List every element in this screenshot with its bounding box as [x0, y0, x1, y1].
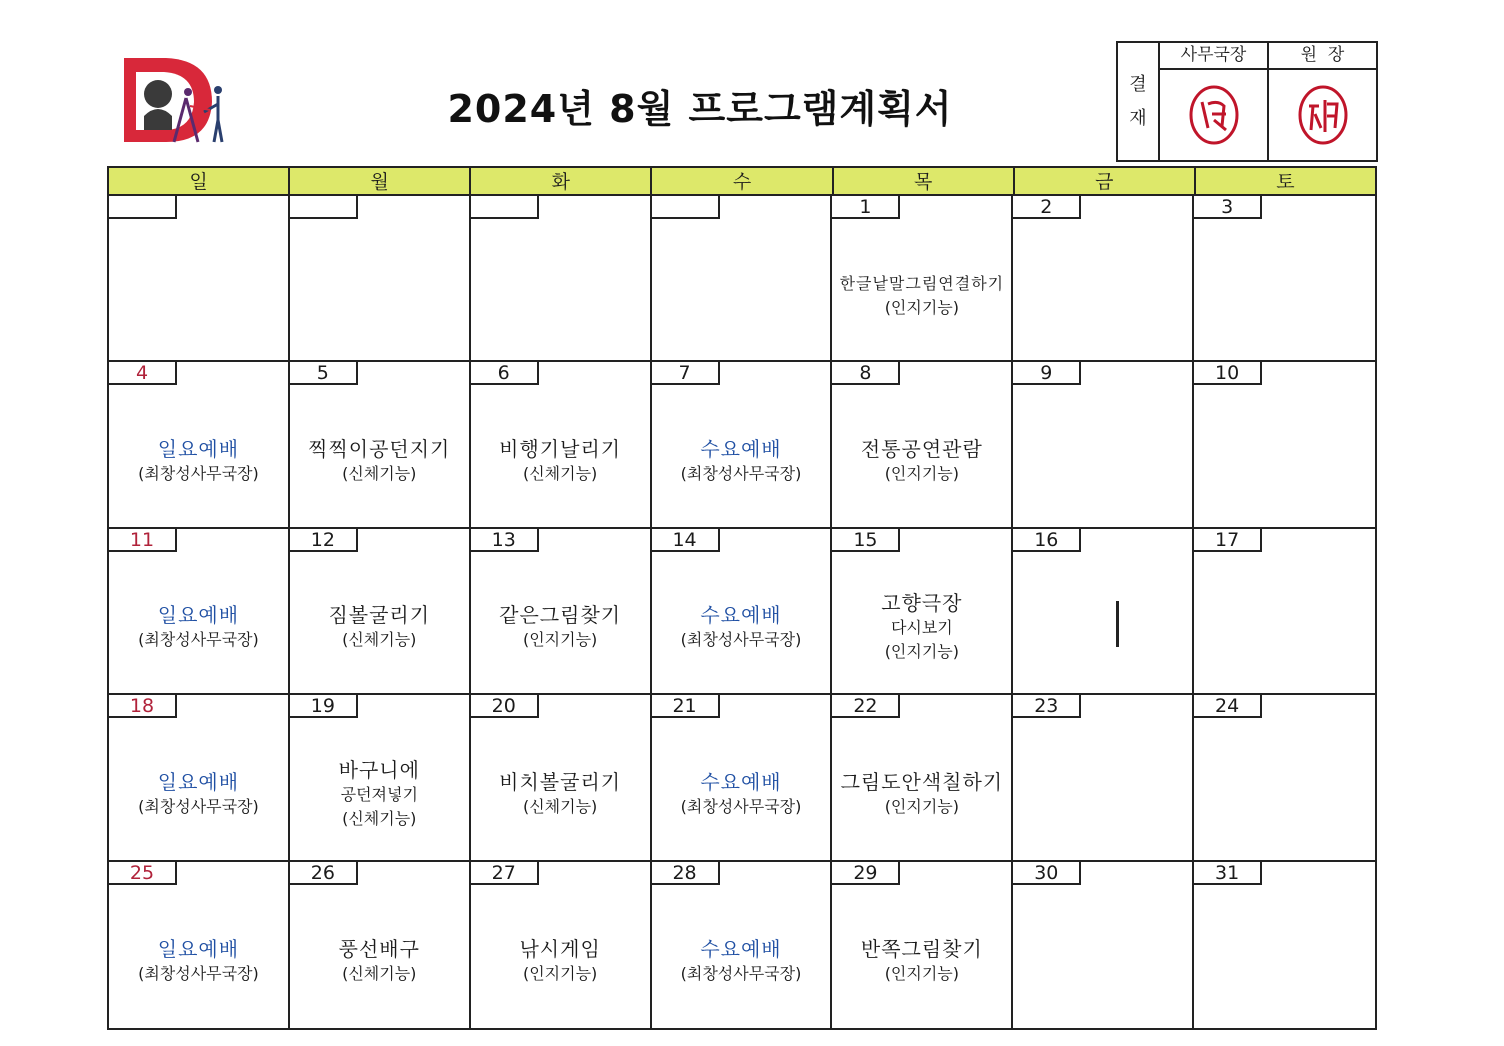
date-number: 25: [109, 862, 177, 885]
program-detail: (신체기능): [522, 796, 598, 816]
calendar-day-cell: [1013, 862, 1194, 1028]
program-entry: [652, 569, 831, 687]
program-name: 반쪽그림찾기: [860, 937, 983, 962]
program-entry: [652, 735, 831, 853]
date-number: 21: [652, 695, 720, 718]
calendar-day-cell: [652, 862, 833, 1028]
calendar-day-cell: [290, 529, 471, 695]
program-detail: 공던져넣기: [340, 784, 418, 804]
calendar-day-cell: [1013, 695, 1194, 861]
calendar-day-cell: [109, 862, 290, 1028]
approval-label-1: 결: [1129, 73, 1147, 95]
program-entry: [471, 735, 650, 853]
program-entry: [652, 402, 831, 520]
date-number: 23: [1013, 695, 1081, 718]
date-number: 22: [832, 695, 900, 718]
date-number: 28: [652, 862, 720, 885]
date-number: 18: [109, 695, 177, 718]
calendar-day-cell: [1194, 862, 1375, 1028]
monthly-calendar: [107, 166, 1377, 1030]
date-number: 29: [832, 862, 900, 885]
date-number: 26: [290, 862, 358, 885]
stamp-area-director: [1269, 70, 1376, 160]
calendar-day-cell: [109, 529, 290, 695]
weekday-wednesday: 수: [652, 168, 833, 196]
program-entry: [109, 735, 288, 853]
program-detail: (신체기능): [342, 630, 417, 650]
program-detail: (인지기능): [884, 297, 959, 317]
program-name: 짐볼굴리기: [328, 603, 431, 628]
seal-stamp-icon: [1297, 84, 1349, 146]
program-name: 비치볼굴리기: [499, 769, 622, 794]
date-number: 2: [1013, 196, 1081, 219]
date-number: 31: [1194, 862, 1262, 885]
date-number: 13: [471, 529, 539, 552]
date-number: 3: [1194, 196, 1262, 219]
date-number: 16: [1013, 529, 1081, 552]
weekday-monday: 월: [290, 168, 471, 196]
calendar-day-cell: [471, 529, 652, 695]
program-detail: (최창성사무국장): [138, 964, 259, 984]
calendar-day-cell: [832, 362, 1013, 528]
program-entry: [109, 569, 288, 687]
date-number: 20: [471, 695, 539, 718]
calendar-day-cell: [1013, 529, 1194, 695]
program-entry: [832, 735, 1011, 853]
calendar-day-cell: [290, 196, 471, 362]
weekday-sunday: 일: [109, 168, 290, 196]
calendar-day-cell: [471, 695, 652, 861]
program-entry: [290, 569, 469, 687]
program-detail: (인지기능): [522, 964, 598, 984]
date-number: 15: [832, 529, 900, 552]
date-number: 24: [1194, 695, 1262, 718]
calendar-day-cell: [1194, 196, 1375, 362]
approval-side-label: [1118, 43, 1160, 160]
calendar-day-cell: [1194, 529, 1375, 695]
approval-role-secretary: 사무국장: [1160, 43, 1267, 70]
calendar-day-cell: [109, 196, 290, 362]
weekday-header: [109, 168, 1375, 196]
calendar-day-cell: [832, 695, 1013, 861]
calendar-day-cell: [1194, 695, 1375, 861]
date-number: 1: [832, 196, 900, 219]
program-name: 풍선배구: [338, 937, 420, 962]
program-detail: (신체기능): [522, 464, 598, 484]
stamp-area-secretary: [1160, 70, 1267, 160]
calendar-day-cell: [832, 862, 1013, 1028]
program-entry: [290, 735, 469, 853]
program-detail: (최창성사무국장): [138, 630, 259, 650]
date-number: [109, 196, 177, 219]
program-name: 전통공연관람: [860, 437, 983, 462]
date-number: 7: [652, 362, 720, 385]
approval-role-director: 원 장: [1269, 43, 1376, 70]
date-number: [471, 196, 539, 219]
program-detail: (인지기능): [884, 796, 959, 816]
page-title: 2024년 8월 프로그램계획서: [447, 87, 953, 131]
program-name: 한글낱말그림연결하기: [839, 273, 1005, 293]
program-detail: (인지기능): [884, 964, 959, 984]
weekday-thursday: 목: [834, 168, 1015, 196]
program-name: 같은그림찾기: [499, 603, 622, 628]
weekday-friday: 금: [1015, 168, 1196, 196]
program-entry: [290, 402, 469, 520]
approval-box: [1116, 41, 1378, 162]
program-name: 바구니에: [338, 757, 420, 782]
program-detail: (인지기능): [884, 464, 959, 484]
date-number: [652, 196, 720, 219]
organization-logo: [114, 50, 226, 150]
calendar-day-cell: [290, 695, 471, 861]
calendar-day-cell: [109, 362, 290, 528]
approval-label-2: 재: [1129, 107, 1147, 129]
calendar-day-cell: [1194, 362, 1375, 528]
program-name: 일요예배: [157, 437, 240, 462]
program-name: 수요예배: [700, 437, 782, 462]
calendar-day-cell: [832, 529, 1013, 695]
seal-stamp-icon: [1188, 84, 1240, 146]
program-name: 찍찍이공던지기: [308, 437, 451, 462]
program-name: 비행기날리기: [499, 437, 622, 462]
date-number: 6: [471, 362, 539, 385]
calendar-day-cell: [652, 695, 833, 861]
program-entry: [832, 402, 1011, 520]
calendar-day-cell: [109, 695, 290, 861]
calendar-day-cell: [471, 862, 652, 1028]
program-name: 수요예배: [700, 769, 782, 794]
date-number: 8: [832, 362, 900, 385]
program-detail: (신체기능): [342, 808, 417, 828]
program-name: 일요예배: [157, 603, 240, 628]
program-entry: [109, 902, 288, 1022]
date-number: 9: [1013, 362, 1081, 385]
calendar-day-cell: [471, 362, 652, 528]
date-number: 5: [290, 362, 358, 385]
program-entry: [832, 236, 1011, 354]
program-name: 고향극장: [881, 591, 963, 616]
calendar-day-cell: [290, 362, 471, 528]
program-detail: (신체기능): [342, 964, 417, 984]
program-entry: [471, 569, 650, 687]
program-detail: (최창성사무국장): [680, 964, 802, 984]
program-detail: (최창성사무국장): [680, 630, 802, 650]
date-number: 4: [109, 362, 177, 385]
program-entry: [290, 902, 469, 1022]
pen-mark: [1116, 601, 1119, 647]
program-detail: (최창성사무국장): [680, 796, 802, 816]
date-number: 27: [471, 862, 539, 885]
program-entry: [109, 402, 288, 520]
program-detail: (최창성사무국장): [138, 464, 259, 484]
date-number: 30: [1013, 862, 1081, 885]
program-name: 낚시게임: [519, 937, 601, 962]
program-entry: [832, 569, 1011, 687]
calendar-day-cell: [290, 862, 471, 1028]
program-entry: [471, 402, 650, 520]
date-number: 19: [290, 695, 358, 718]
date-number: [290, 196, 358, 219]
weekday-saturday: 토: [1196, 168, 1375, 196]
weekday-tuesday: 화: [471, 168, 652, 196]
date-number: 14: [652, 529, 720, 552]
calendar-day-cell: [1013, 196, 1194, 362]
program-detail: 다시보기: [890, 618, 953, 638]
program-detail: (인지기능): [884, 642, 959, 662]
approval-column-secretary: [1160, 43, 1267, 160]
calendar-day-cell: [652, 529, 833, 695]
date-number: 10: [1194, 362, 1262, 385]
date-number: 11: [109, 529, 177, 552]
program-entry: [652, 902, 831, 1022]
program-entry: [471, 902, 650, 1022]
program-name: 일요예배: [157, 769, 240, 794]
program-detail: (신체기능): [342, 464, 417, 484]
program-detail: (인지기능): [522, 630, 598, 650]
calendar-day-cell: [832, 196, 1013, 362]
date-number: 17: [1194, 529, 1262, 552]
program-detail: (최창성사무국장): [138, 796, 259, 816]
calendar-grid: [109, 196, 1375, 1028]
program-name: 수요예배: [700, 937, 782, 962]
program-name: 그림도안색칠하기: [840, 769, 1004, 794]
calendar-day-cell: [471, 196, 652, 362]
program-detail: (최창성사무국장): [680, 464, 802, 484]
program-name: 일요예배: [157, 937, 240, 962]
program-entry: [832, 902, 1011, 1022]
program-name: 수요예배: [700, 603, 782, 628]
approval-column-director: [1267, 43, 1376, 160]
calendar-day-cell: [1013, 362, 1194, 528]
calendar-day-cell: [652, 362, 833, 528]
calendar-day-cell: [652, 196, 833, 362]
date-number: 12: [290, 529, 358, 552]
